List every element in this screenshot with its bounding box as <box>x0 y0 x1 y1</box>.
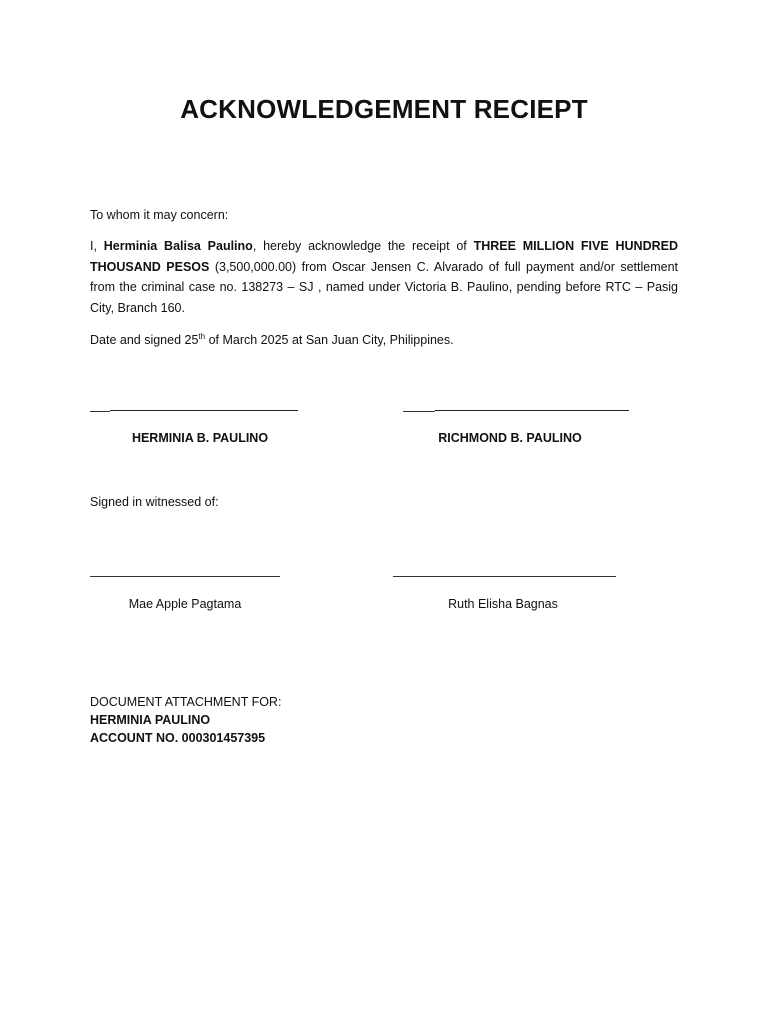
attachment-name: HERMINIA PAULINO <box>90 713 211 727</box>
date-ordinal-suffix: th <box>198 331 206 341</box>
date-text-after: of March 2025 at San Juan City, Philippines. <box>205 333 454 347</box>
document-attachment-block <box>90 693 281 747</box>
salutation: To whom it may concern: <box>90 208 229 222</box>
attachment-label: DOCUMENT ATTACHMENT FOR: <box>90 695 282 709</box>
witness-left-name: Mae Apple Pagtama <box>128 597 242 611</box>
witness-line-left <box>90 576 280 577</box>
acknowledgement-paragraph <box>90 236 678 318</box>
paragraph-text-2: , hereby acknowledge the receipt of <box>252 239 474 253</box>
witness-label: Signed in witnessed of: <box>90 495 219 509</box>
date-line <box>90 330 678 351</box>
recipient-name: Herminia Balisa Paulino <box>103 239 253 253</box>
signatory-right-name: RICHMOND B. PAULINO <box>438 431 582 445</box>
paragraph-text-1: I, <box>90 239 104 253</box>
attachment-account-number: ACCOUNT NO. 000301457395 <box>90 731 266 745</box>
document-title: ACKNOWLEDGEMENT RECIEPT <box>180 94 588 124</box>
date-text-before: Date and signed 25 <box>90 333 199 347</box>
paragraph-text-3: (3,500,000.00) from Oscar Jensen C. Alvarado of full payment and/or settlement from the criminal case no. 138273 – SJ , named under Victoria B. Paulino, pending before RTC – Pasig City, Branch 160. <box>90 259 678 315</box>
witness-line-right <box>393 576 616 577</box>
signatory-left-name: HERMINIA B. PAULINO <box>131 431 269 445</box>
signature-line-left <box>110 410 298 411</box>
signature-line-left-lead <box>90 411 110 412</box>
signature-line-right <box>435 410 629 411</box>
signature-line-right-lead <box>403 411 435 412</box>
amount-in-words: THREE MILLION FIVE HUNDRED THOUSAND PESOS <box>90 239 678 274</box>
witness-right-name: Ruth Elisha Bagnas <box>448 597 558 611</box>
